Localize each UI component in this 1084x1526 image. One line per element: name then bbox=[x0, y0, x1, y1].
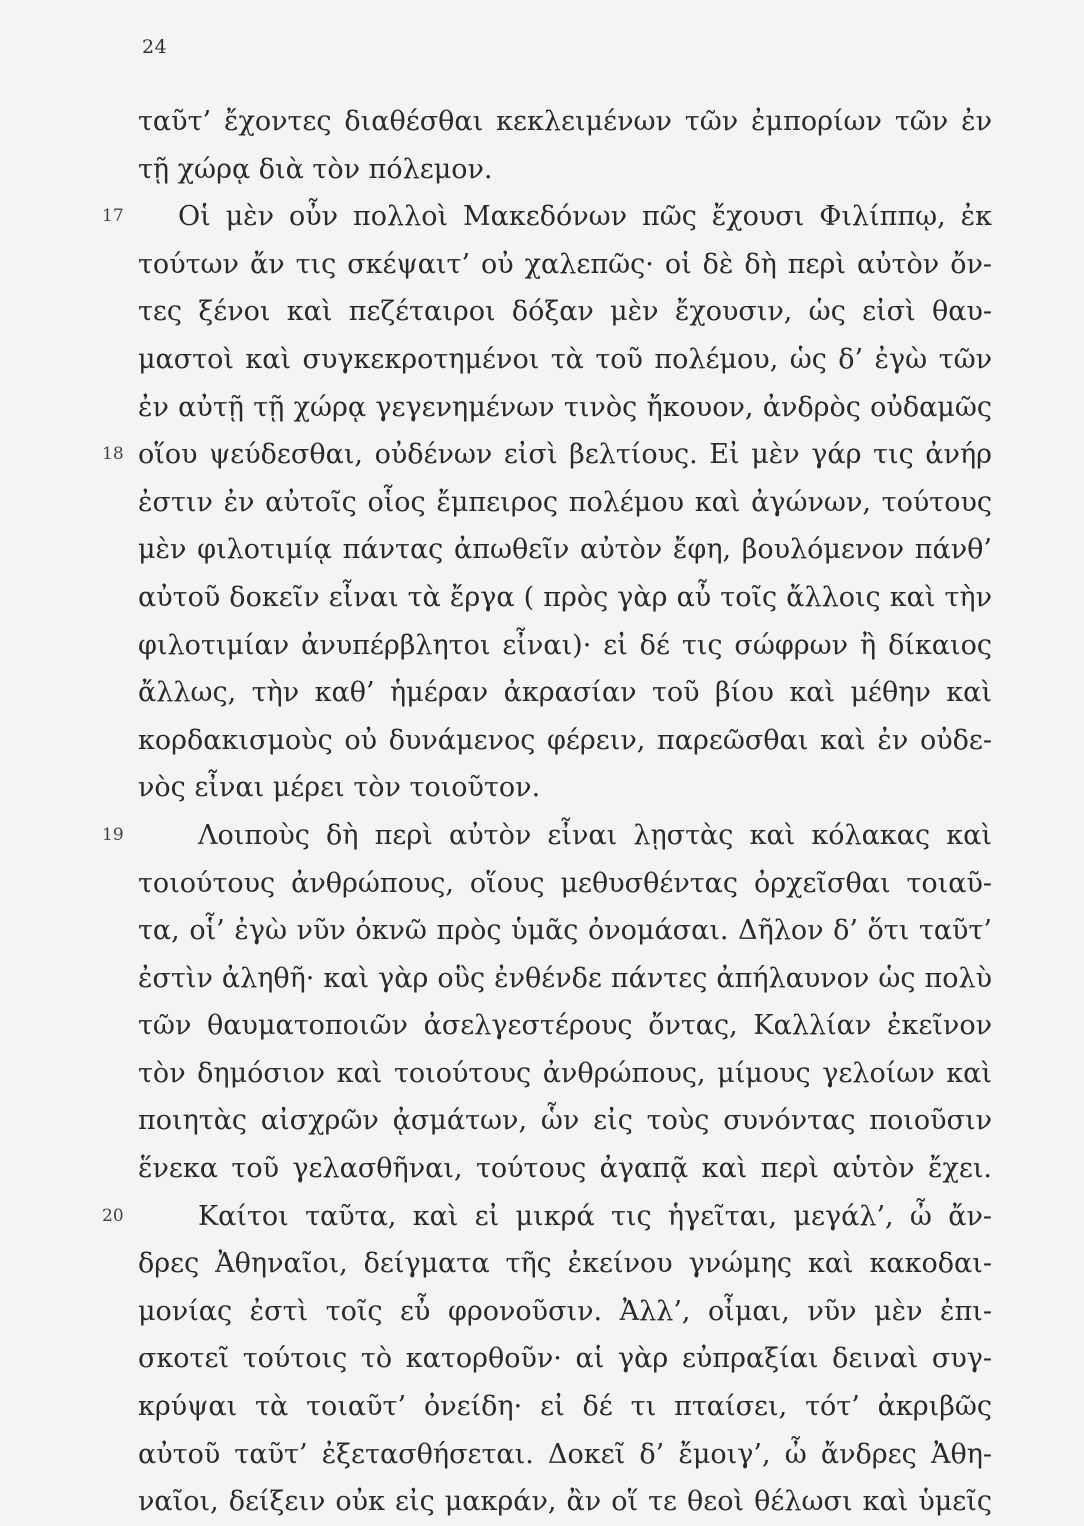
line-text: ἐστιν ἐν αὐτοῖς οἷος ἔμπειρος πολέμου καὶ ἀγώνων, τούτους bbox=[138, 486, 992, 518]
section-number: 20 bbox=[102, 1205, 124, 1226]
section-number: 19 bbox=[102, 824, 124, 845]
line-text: μὲν φιλοτιμίᾳ πάντας ἀπωθεῖν αὐτὸν ἔφη, βουλόμενον πάνθ’ bbox=[138, 534, 992, 566]
line-text: ποιητὰς αἰσχρῶν ᾀσμάτων, ὧν εἰς τοὺς συνόντας ποιοῦσιν bbox=[138, 1105, 992, 1137]
line-text: κορδακισμοὺς οὐ δυνάμενος φέρειν, παρεῶσθαι καὶ ἐν οὐδε- bbox=[138, 724, 992, 756]
text-line bbox=[138, 1478, 992, 1526]
text-line bbox=[138, 907, 992, 955]
text-line bbox=[138, 526, 992, 574]
text-line bbox=[138, 336, 992, 384]
text-line bbox=[102, 431, 992, 479]
line-text: τῶν θαυματοποιῶν ἀσελγεστέρους ὄντας, Καλλίαν ἐκεῖνον bbox=[138, 1010, 992, 1042]
text-line bbox=[138, 288, 992, 336]
line-text: οἵου ψεύδεσθαι, οὐδένων εἰσὶ βελτίους. Εἰ μὲν γάρ τις ἀνήρ bbox=[138, 439, 992, 471]
text-line bbox=[138, 1383, 992, 1431]
text-line bbox=[138, 98, 992, 146]
line-text: μαστοὶ καὶ συγκεκροτημένοι τὰ τοῦ πολέμου, ὡς δ’ ἐγὼ τῶν bbox=[138, 343, 992, 375]
line-text: φιλοτιμίαν ἀνυπέρβλητοι εἶναι)· εἰ δέ τις σώφρων ἢ δίκαιος bbox=[138, 629, 992, 661]
line-text: τῇ χώρᾳ διὰ τὸν πόλεμον. bbox=[138, 153, 493, 185]
line-text: τα, οἷ’ ἐγὼ νῦν ὀκνῶ πρὸς ὑμᾶς ὀνομάσαι. Δῆλον δ’ ὅτι ταῦτ’ bbox=[138, 915, 992, 947]
line-text: ἕνεκα τοῦ γελασθῆναι, τούτους ἀγαπᾷ καὶ περὶ αὑτὸν ἔχει. bbox=[138, 1153, 992, 1185]
line-text: σκοτεῖ τούτοις τὸ κατορθοῦν· αἱ γὰρ εὐπραξίαι δειναὶ συγ- bbox=[138, 1343, 992, 1375]
line-text: νὸς εἶναι μέρει τὸν τοιοῦτον. bbox=[138, 772, 541, 804]
line-text: ταῦτ’ ἔχοντες διαθέσθαι κεκλειμένων τῶν ἐμπορίων τῶν ἐν bbox=[138, 106, 992, 137]
text-line bbox=[138, 1335, 992, 1383]
line-text: τες ξένοι καὶ πεζέταιροι δόξαν μὲν ἔχουσιν, ὡς εἰσὶ θαυ- bbox=[138, 296, 992, 328]
text-line bbox=[138, 1240, 992, 1288]
text-line bbox=[138, 669, 992, 717]
text-line bbox=[138, 1050, 992, 1098]
line-text: Καίτοι ταῦτα, καὶ εἰ μικρά τις ἡγεῖται, μεγάλ’, ὦ ἄν- bbox=[198, 1200, 992, 1232]
line-text: δρες Ἀθηναῖοι, δείγματα τῆς ἐκείνου γνώμης καὶ κακοδαι- bbox=[138, 1248, 992, 1280]
text-line bbox=[138, 146, 992, 194]
line-text: τούτων ἄν τις σκέψαιτ’ οὐ χαλεπῶς· οἱ δὲ δὴ περὶ αὐτὸν ὄν- bbox=[138, 248, 992, 280]
line-text: ἐν αὐτῇ τῇ χώρᾳ γεγενημένων τινὸς ἤκουον, ἀνδρὸς οὐδαμῶς bbox=[138, 391, 992, 423]
page-number: 24 bbox=[142, 36, 168, 58]
line-text: αὐτοῦ δοκεῖν εἶναι τὰ ἔργα ( πρὸς γὰρ αὖ τοῖς ἄλλοις καὶ τὴν bbox=[138, 581, 992, 613]
line-text: ναῖοι, δείξειν οὐκ εἰς μακράν, ἂν οἵ τε θεοὶ θέλωσι καὶ ὑμεῖς bbox=[138, 1486, 992, 1518]
text-line bbox=[138, 241, 992, 289]
line-text: τὸν δημόσιον καὶ τοιούτους ἀνθρώπους, μίμους γελοίων καὶ bbox=[138, 1057, 992, 1089]
text-line bbox=[138, 955, 992, 1003]
text-line bbox=[102, 812, 992, 860]
line-text: κρύψαι τὰ τοιαῦτ’ ὀνείδη· εἰ δέ τι πταίσει, τότ’ ἀκριβῶς bbox=[138, 1391, 992, 1423]
text-line bbox=[138, 1431, 992, 1479]
text-line bbox=[138, 574, 992, 622]
line-text: Οἱ μὲν οὖν πολλοὶ Μακεδόνων πῶς ἔχουσι Φιλίππῳ, ἐκ bbox=[178, 201, 992, 233]
text-line bbox=[102, 1193, 992, 1241]
text-line bbox=[138, 717, 992, 765]
text-line bbox=[138, 1097, 992, 1145]
line-text: αὐτοῦ ταῦτ’ ἐξετασθήσεται. Δοκεῖ δ’ ἔμοιγ’, ὦ ἄνδρες Ἀθη- bbox=[138, 1438, 992, 1470]
text-line bbox=[138, 479, 992, 527]
line-text: τοιούτους ἀνθρώπους, οἵους μεθυσθέντας ὀρχεῖσθαι τοιαῦ- bbox=[138, 867, 992, 899]
section-number: 17 bbox=[102, 206, 124, 227]
text-line bbox=[138, 1002, 992, 1050]
line-text: Λοιποὺς δὴ περὶ αὐτὸν εἶναι λῃστὰς καὶ κόλακας καὶ bbox=[198, 819, 992, 851]
body-text bbox=[102, 98, 992, 1526]
text-line bbox=[138, 1145, 992, 1193]
line-text: μονίας ἐστὶ τοῖς εὖ φρονοῦσιν. Ἀλλ’, οἶμαι, νῦν μὲν ἐπι- bbox=[138, 1295, 992, 1327]
text-line bbox=[138, 622, 992, 670]
line-text: ἐστὶν ἀληθῆ· καὶ γὰρ οὓς ἐνθένδε πάντες ἀπήλαυνον ὡς πολὺ bbox=[138, 962, 992, 994]
line-text: ἄλλως, τὴν καθ’ ἡμέραν ἀκρασίαν τοῦ βίου καὶ μέθην καὶ bbox=[138, 677, 992, 709]
text-line bbox=[138, 764, 992, 812]
text-line bbox=[138, 860, 992, 908]
text-line bbox=[138, 384, 992, 432]
text-line bbox=[138, 1288, 992, 1336]
section-number: 18 bbox=[102, 444, 124, 465]
text-line bbox=[102, 193, 992, 241]
